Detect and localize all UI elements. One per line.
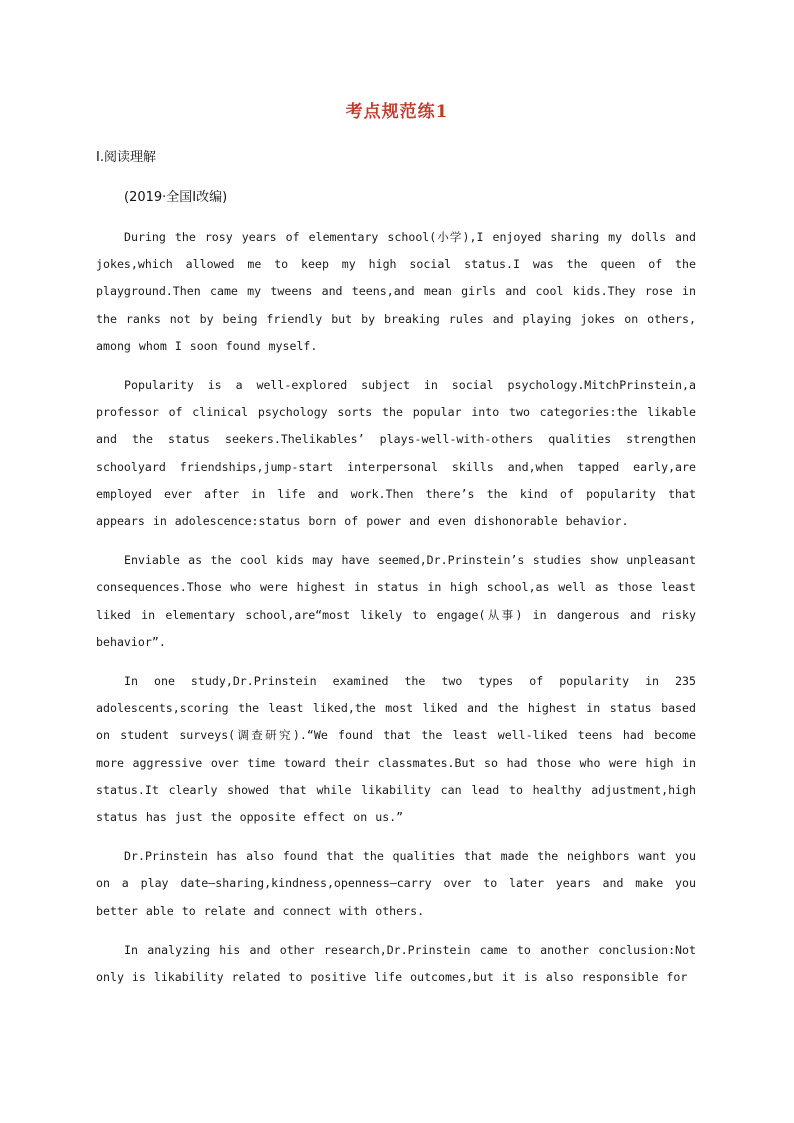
article-body	[96, 224, 696, 1003]
section-heading: Ⅰ.阅读理解	[96, 150, 156, 165]
paragraph: Enviable as the cool kids may have seemed,Dr.Prinstein’s studies show unpleasant consequences.Those who were highest in status in high school,as well as those least liked in elementary school,are“most likely to engage(从事) in dangerous and risky behavior”.	[96, 553, 696, 649]
paragraph: In one study,Dr.Prinstein examined the two types of popularity in 235 adolescents,scoring the least liked,the most liked and the highest in status based on student surveys(调查研究).“We found that the least well-liked teens had become more aggressive over time toward their classmates.But so had those who were high in status.It clearly showed that while likability can lead to healthy adjustment,high status has just the opposite effect on us.”	[96, 674, 696, 825]
paragraph: During the rosy years of elementary school(小学),I enjoyed sharing my dolls and jokes,which allowed me to keep my high social status.I was the queen of the playground.Then came my tweens and teens,and mean girls and cool kids.They rose in the ranks not by being friendly but by breaking rules and playing jokes on others, among whom I soon found myself.	[96, 230, 696, 353]
source-note: (2019·全国Ⅰ改编)	[124, 190, 228, 205]
paragraph: In analyzing his and other research,Dr.Prinstein came to another conclusion:Not only is likability related to positive life outcomes,but it is also responsible for	[96, 942, 696, 985]
paragraph: Dr.Prinstein has also found that the qualities that made the neighbors want you on a play date—sharing,kindness,openness—carry over to later years and make you better able to relate and connect with others.	[96, 849, 696, 918]
paragraph: Popularity is a well-explored subject in social psychology.MitchPrinstein,a professor of clinical psychology sorts the popular into two categories:the likable and the status seekers.Thelikables’ plays-well-with-others qualities strengthen schoolyard friendships,jump-start interpersonal skills and,when tapped early,are employed ever after in life and work.Then there’s the kind of popularity that appears in adolescence:status born of power and even dishonorable behavior.	[96, 378, 696, 529]
page-title: 考点规范练1	[345, 102, 449, 122]
